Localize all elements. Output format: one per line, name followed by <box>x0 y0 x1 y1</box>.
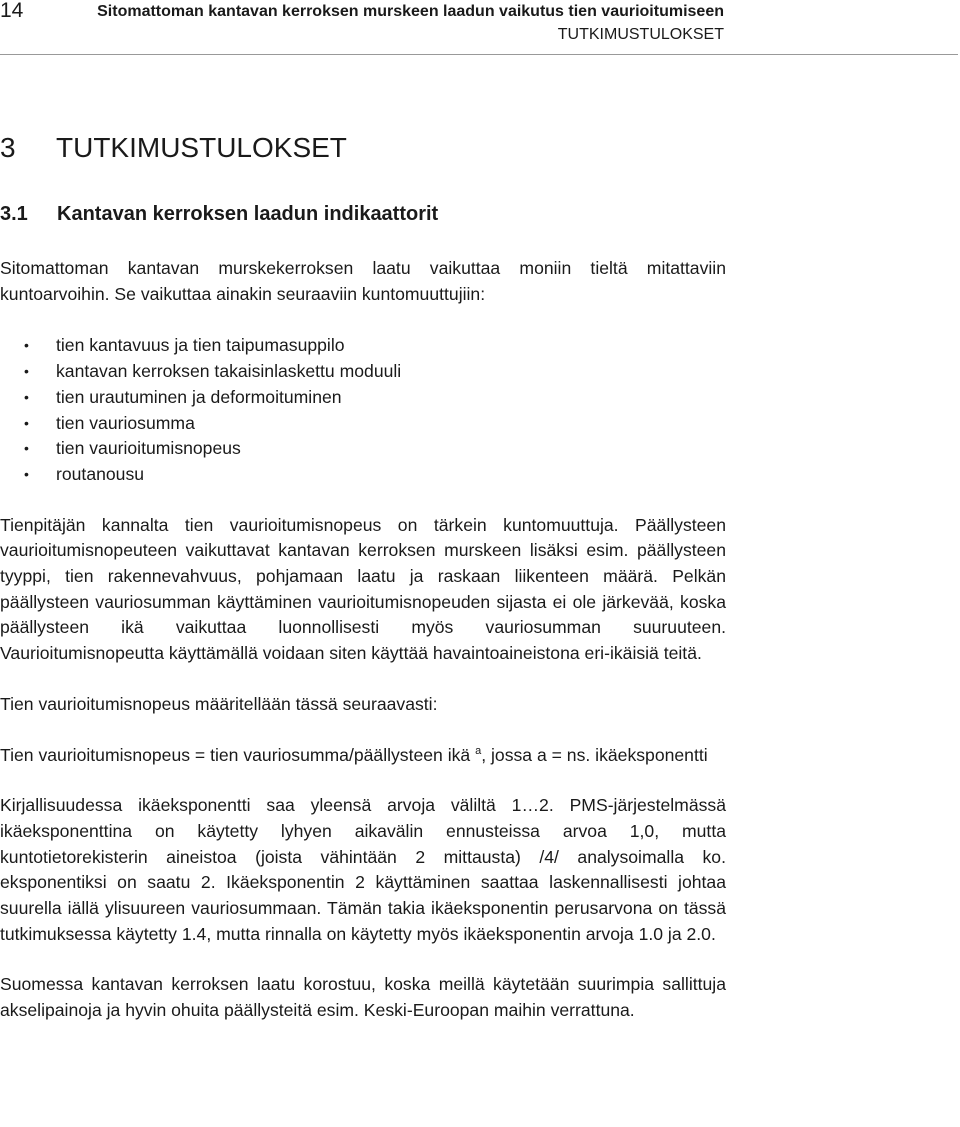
list-item <box>0 462 726 488</box>
formula-paragraph <box>0 743 726 769</box>
bullet-icon: • <box>24 363 29 380</box>
list-item-text: kantavan kerroksen takaisinlaskettu moduuli <box>56 361 402 382</box>
list-item-text: tien vauriosumma <box>56 412 195 433</box>
running-header-subtitle: TUTKIMUSTULOKSET <box>557 26 724 43</box>
page-content <box>0 128 726 1024</box>
chapter-number: 3 <box>0 132 16 163</box>
chapter-heading <box>0 128 726 168</box>
section-number: 3.1 <box>0 203 28 225</box>
body-paragraph-finland: Suomessa kantavan kerroksen laatu korostuu, koska meillä käytetään suurimpia sallittuja akselipainoja ja hyvin ohuita päällysteitä esim. Keski-Euroopan maihin verrattuna. <box>0 974 726 1021</box>
bullet-icon: • <box>24 388 29 405</box>
section-heading <box>0 200 726 228</box>
running-header <box>97 0 724 46</box>
condition-variable-list <box>0 333 726 487</box>
list-item-text: tien vaurioitumisnopeus <box>56 438 241 459</box>
list-item-text: tien urautuminen ja deformoituminen <box>56 386 342 407</box>
section-title: Kantavan kerroksen laadun indikaattorit <box>57 203 439 225</box>
bullet-icon: • <box>24 465 29 482</box>
page-number: 14 <box>0 0 24 22</box>
body-paragraph-age-exponent: Kirjallisuudessa ikäeksponentti saa yleensä arvoja väliltä 1…2. PMS-järjestelmässä ikäeksponenttina on käytetty lyhyen aikavälin ennusteissa arvoa 1,0, mutta kuntotietorekisterin aineistoa (joista vähintään 2 mittausta) /4/ analysoimalla ko. eksponentiksi on saatu 2. Ikäeksponentin 2 käyttäminen saattaa laskennallisesti johtaa suurella iällä ylisuureen vauriosummaan. Tämän takia ikäeksponentin perusarvona on tässä tutkimuksessa käytetty 1.4, mutta rinnalla on käytetty myös ikäeksponentin arvoja 1.0 ja 2.0. <box>0 795 726 944</box>
body-paragraph-definition: Tien vaurioitumisnopeus määritellään tässä seuraavasti: <box>0 693 438 714</box>
list-item <box>0 436 726 462</box>
formula-note: , jossa a = ns. ikäeksponentti <box>481 744 708 765</box>
body-paragraph-damage-rate: Tienpitäjän kannalta tien vaurioitumisnopeus on tärkein kuntomuuttuja. Päällysteen vaurioitumisnopeuteen vaikuttavat kantavan kerroksen murskeen lisäksi esim. päällysteen tyyppi, tien rakennevahvuus, pohjamaan laatu ja raskaan liikenteen määrä. Pelkän päällysteen vauriosumman käyttäminen vaurioitumisnopeuden sijasta ei ole järkevää, koska päällysteen ikä vaikuttaa luonnollisesti myös vauriosumman suuruuteen. Vaurioitumisnopeutta käyttämällä voidaan siten käyttää havaintoaineistona eri-ikäisiä teitä. <box>0 514 726 664</box>
formula-exponent: a <box>475 744 482 757</box>
list-item <box>0 359 726 385</box>
formula-text: Tien vaurioitumisnopeus = tien vauriosumma/päällysteen ikä <box>0 744 476 765</box>
bullet-icon: • <box>24 337 29 354</box>
list-item <box>0 333 726 359</box>
list-item-text: tien kantavuus ja tien taipumasuppilo <box>56 335 345 356</box>
list-item <box>0 411 726 437</box>
chapter-title: TUTKIMUSTULOKSET <box>56 132 347 163</box>
intro-paragraph: Sitomattoman kantavan murskekerroksen laatu vaikuttaa moniin tieltä mitattaviin kuntoarvoihin. Se vaikuttaa ainakin seuraaviin kuntomuuttujiin: <box>0 258 726 304</box>
list-item-text: routanousu <box>56 463 145 484</box>
bullet-icon: • <box>24 440 29 457</box>
list-item <box>0 385 726 411</box>
running-header-title: Sitomattoman kantavan kerroksen murskeen laadun vaikutus tien vaurioitumiseen <box>97 3 724 20</box>
header-divider <box>0 54 958 55</box>
bullet-icon: • <box>24 414 29 431</box>
